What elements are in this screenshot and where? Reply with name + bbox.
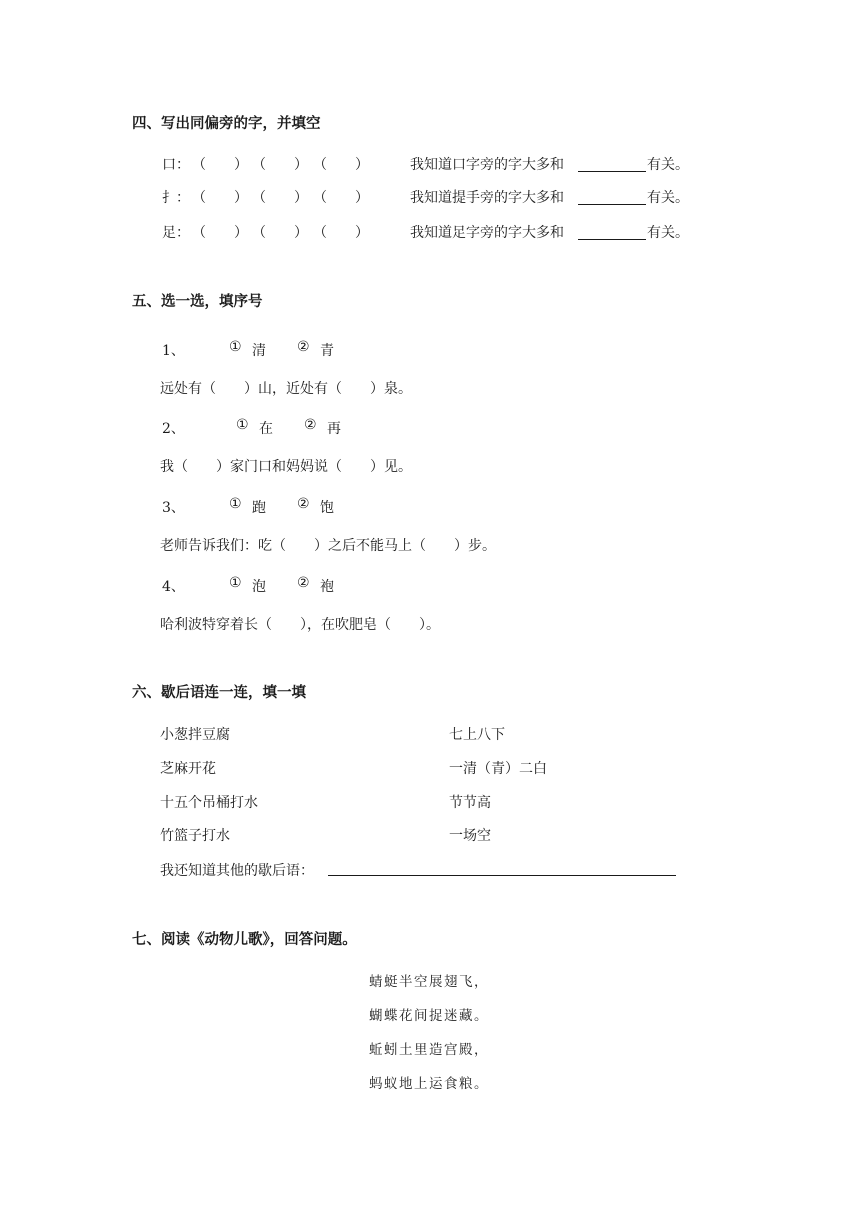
fill-sentence-end: 有关。	[647, 190, 689, 206]
answer-blank[interactable]: （ ）	[313, 190, 369, 206]
fill-sentence-start: 我知道足字旁的字大多和	[410, 225, 564, 241]
extra-proverb-underline[interactable]	[328, 861, 676, 876]
option-1-marker: ①	[229, 496, 242, 512]
fill-sentence-end: 有关。	[647, 225, 689, 241]
section-7-title: 七、阅读《动物儿歌》，回答问题。	[132, 932, 357, 948]
proverb-left-item[interactable]: 十五个吊桶打水	[160, 795, 258, 811]
proverb-right-item[interactable]: 七上八下	[449, 727, 505, 743]
fill-underline[interactable]	[578, 190, 646, 205]
option-1-marker: ①	[236, 417, 249, 433]
poem-line: 蝴蝶花间捉迷藏。	[369, 1008, 489, 1024]
option-2-marker: ②	[297, 575, 310, 591]
item-number: 3、	[162, 500, 185, 516]
radical-label: 扌：	[162, 190, 190, 206]
answer-blank[interactable]: （ ）	[313, 157, 369, 173]
proverb-right-item[interactable]: 节节高	[449, 795, 491, 811]
poem-line: 蚂蚁地上运食粮。	[369, 1076, 489, 1092]
fill-sentence-end: 有关。	[647, 157, 689, 173]
item-number: 2、	[162, 421, 185, 437]
answer-blank[interactable]: （ ）	[192, 190, 248, 206]
option-2-char: 袍	[320, 579, 334, 595]
item-number: 1、	[162, 343, 185, 359]
proverb-right-item[interactable]: 一清（青）二白	[449, 761, 547, 777]
option-2-char: 饱	[320, 500, 334, 516]
fill-underline[interactable]	[578, 157, 646, 172]
poem-line: 蚯蚓土里造宫殿，	[369, 1042, 489, 1058]
option-1-char: 清	[252, 343, 266, 359]
answer-blank[interactable]: （ ）	[252, 225, 308, 241]
extra-proverb-label: 我还知道其他的歇后语：	[160, 863, 314, 879]
option-1-char: 跑	[252, 500, 266, 516]
answer-blank[interactable]: （ ）	[252, 190, 308, 206]
fill-underline[interactable]	[578, 225, 646, 240]
proverb-left-item[interactable]: 竹篮子打水	[160, 828, 230, 844]
answer-blank[interactable]: （ ）	[192, 157, 248, 173]
option-1-char: 在	[259, 421, 273, 437]
item-number: 4、	[162, 579, 185, 595]
option-2-marker: ②	[297, 496, 310, 512]
proverb-left-item[interactable]: 小葱拌豆腐	[160, 727, 230, 743]
option-2-marker: ②	[304, 417, 317, 433]
section-6-title: 六、歇后语连一连，填一填	[132, 685, 306, 701]
answer-blank[interactable]: （ ）	[313, 225, 369, 241]
radical-label: 足：	[162, 225, 190, 241]
poem-line: 蜻蜓半空展翅飞，	[369, 974, 489, 990]
choice-sentence[interactable]: 我（ ）家门口和妈妈说（ ）见。	[160, 459, 412, 475]
proverb-left-item[interactable]: 芝麻开花	[160, 761, 216, 777]
option-2-marker: ②	[297, 339, 310, 355]
radical-label: 口：	[162, 157, 190, 173]
option-2-char: 再	[327, 421, 341, 437]
fill-sentence-start: 我知道提手旁的字大多和	[410, 190, 564, 206]
option-2-char: 青	[320, 343, 334, 359]
section-4-title: 四、写出同偏旁的字，并填空	[132, 116, 321, 132]
answer-blank[interactable]: （ ）	[252, 157, 308, 173]
option-1-marker: ①	[229, 575, 242, 591]
answer-blank[interactable]: （ ）	[192, 225, 248, 241]
choice-sentence[interactable]: 老师告诉我们：吃（ ）之后不能马上（ ）步。	[160, 538, 496, 554]
fill-sentence-start: 我知道口字旁的字大多和	[410, 157, 564, 173]
choice-sentence[interactable]: 远处有（ ）山，近处有（ ）泉。	[160, 381, 412, 397]
option-1-char: 泡	[252, 579, 266, 595]
proverb-right-item[interactable]: 一场空	[449, 828, 491, 844]
section-5-title: 五、选一选，填序号	[132, 294, 263, 310]
choice-sentence[interactable]: 哈利波特穿着长（ ），在吹肥皂（ ）。	[160, 617, 440, 633]
option-1-marker: ①	[229, 339, 242, 355]
